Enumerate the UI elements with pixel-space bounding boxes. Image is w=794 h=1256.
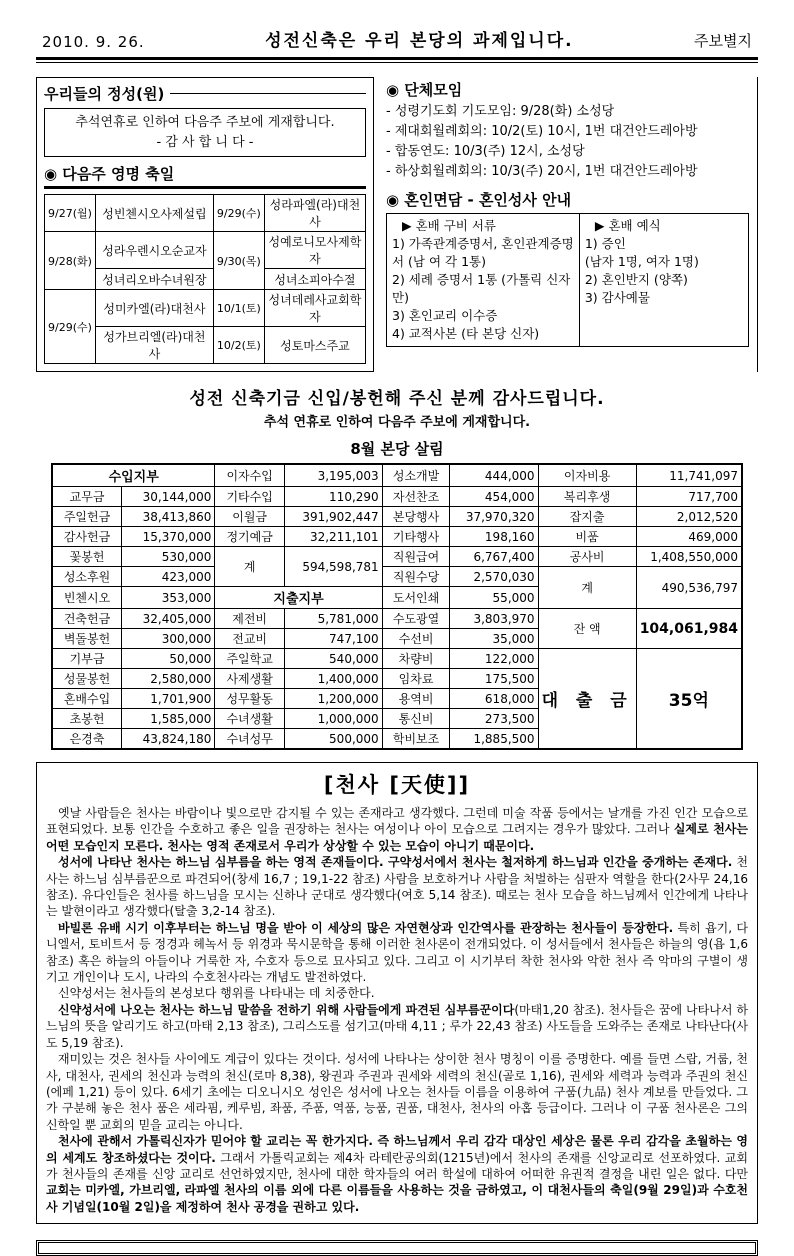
ledger-item-label: 복리후생 (538, 487, 636, 507)
feast-cell: 성녀리오바수녀원장 (95, 269, 213, 290)
ledger-item-label: 은경축 (52, 729, 122, 750)
feast-cell: 10/2(토) (213, 327, 264, 364)
ledger-item-value: 175,500 (450, 669, 538, 689)
ledger-item-value: 2,570,030 (450, 567, 538, 587)
article-body (46, 805, 748, 1215)
ledger-item-label: 성소개발 (382, 464, 450, 487)
ledger-item-value: 1,000,000 (284, 709, 382, 729)
article-paragraph: 천사에 관해서 가톨릭신자가 믿어야 할 교리는 꼭 한가지다. 즉 하느님께서 우리 감각 대상인 세상은 물론 우리 감각을 초월하는 영의 세계도 창조하셨다는 것이다. 그래서 가톨릭교회는 제4차 라테란공의회(1215년)에서 천사의 존재를 신앙교리로 선포하였다. 교회가 천사들의 존재를 신앙 교리로 선언하였지만, 천사에 대한 학자들의 여러 학설에 대하여 어떠한 유권적 결정을 내린 일은 없다. 다만 교회는 미카엘, 가브리엘, 라파엘 천사의 이름 외에 다른 이름들을 사용하는 것을 금하였고, 이 대천사들의 축일(9월 29일)과 수호천사 기념일(10월 2일)을 제정하여 천사 공경을 권하고 있다. (46, 1134, 748, 1214)
ledger-item-value: 353,000 (122, 587, 215, 609)
ledger-item-value: 11,741,097 (636, 464, 742, 487)
ledger-item-value: 32,211,101 (284, 527, 382, 547)
marriage-docs-list (392, 235, 574, 344)
feast-cell: 9/27(월) (45, 195, 96, 232)
ledger-item-value: 1,200,000 (284, 689, 382, 709)
marriage-docs-col (387, 214, 580, 347)
article-paragraph: 신약성서에 나오는 천사는 하느님 말씀을 전하기 위해 사람들에게 파견된 심부름꾼이다(마태1,20 참조). 천사들은 꿈에 나타나서 하느님의 뜻을 알리기도 하고(마태 2,13 참조), 그리스도를 섬기고(마태 4,11 ; 루가 22,43 참조) 사도들을 도와주는 존재로 나타난다(사도 5,19 참조). (46, 1002, 748, 1050)
ledger-item-label: 빈첸시오 (52, 587, 122, 609)
ledger-item-value: 50,000 (122, 649, 215, 669)
ledger-table (51, 463, 743, 750)
ledger-item-label: 계 (215, 547, 285, 587)
feast-cell: 성가브리엘(라)대천사 (95, 327, 213, 364)
ledger-item-label: 수선비 (382, 629, 450, 649)
ledger-item-value: 747,100 (284, 629, 382, 649)
ledger-item-label: 지출지부 (215, 587, 382, 609)
header-slogan: 성전신축은 우리 본당의 과제입니다. (265, 31, 574, 51)
ledger-item-value: 6,767,400 (450, 547, 538, 567)
marriage-heading: ◉ 혼인면담 - 혼인성사 안내 (386, 190, 572, 209)
ledger-item-label: 기부금 (52, 649, 122, 669)
ledger-item-value: 300,000 (122, 629, 215, 649)
header-page-label: 주보별지 (694, 32, 752, 50)
ledger-item-label: 기타행사 (382, 527, 450, 547)
thanks-line1: 성전 신축기금 신입/봉헌해 주신 분께 감사드립니다. (189, 389, 605, 409)
ledger-item-label: 주일헌금 (52, 507, 122, 527)
ledger-item-value: 2,580,000 (122, 669, 215, 689)
thanks-line2: 추석 연휴로 인하여 다음주 주보에 게재합니다. (263, 415, 531, 430)
ledger-item-value: 391,902,447 (284, 507, 382, 527)
ledger-item-value: 423,000 (122, 567, 215, 587)
bottom-empty-box (36, 1240, 758, 1256)
marriage-rite-item: (남자 1명, 여자 1명) (584, 253, 699, 269)
marriage-rite-item: 2) 혼인반지 (양쪽) (584, 271, 688, 287)
ledger-item-label: 도서인쇄 (382, 587, 450, 609)
ledger-item-value: 3,195,003 (284, 464, 382, 487)
ledger-item-value: 110,290 (284, 487, 382, 507)
ledger-item-value: 43,824,180 (122, 729, 215, 750)
ledger-item-label: 이월금 (215, 507, 285, 527)
ledger-item-value: 5,781,000 (284, 609, 382, 629)
ledger-item-label: 대 출 금 (538, 649, 636, 750)
feast-cell: 9/28(화) (45, 232, 96, 290)
marriage-doc-item: 4) 교적사본 (타 본당 신자) (392, 326, 540, 342)
marriage-rite-list (585, 235, 743, 308)
ledger-item-value: 454,000 (450, 487, 538, 507)
ledger-item-label: 수입지부 (52, 464, 215, 487)
ledger-item-label: 비품 (538, 527, 636, 547)
ledger-item-value: 273,500 (450, 709, 538, 729)
ledger-item-label: 전교비 (215, 629, 285, 649)
ledger-item-label: 직원수당 (382, 567, 450, 587)
ledger-item-value: 444,000 (450, 464, 538, 487)
meeting-item: - 합동연도: 10/3(주) 12시, 소성당 (386, 144, 585, 160)
ledger-item-label: 이자수입 (215, 464, 285, 487)
ledger-item-value: 530,000 (122, 547, 215, 567)
offerings-message-line2: - 감 사 합 니 다 - (156, 134, 254, 150)
ledger-item-label: 본당행사 (382, 507, 450, 527)
ledger-item-label: 임차료 (382, 669, 450, 689)
marriage-rite-item: 1) 증인 (584, 235, 626, 251)
thanks-block (36, 384, 758, 430)
feast-cell: 9/29(수) (213, 195, 264, 232)
ledger-item-value: 469,000 (636, 527, 742, 547)
ledger-item-value: 122,000 (450, 649, 538, 669)
ledger-item-label: 직원급여 (382, 547, 450, 567)
article-paragraph: 성서에 나타난 천사는 하느님 심부름을 하는 영적 존재들이다. 구약성서에서 천사는 철저하게 하느님과 인간을 중개하는 존재다. 천사는 하느님 심부름꾼으로 파견되어(창세 16,7 ; 19,1-22 참조) 사람을 보호하거나 사람을 처벌하는 심판자 역할을 한다(2사무 24,16 참조). 유다인들은 천사를 하느님을 모시는 신하나 군대로 생각했다(여호 5,14 참조). 때로는 천사 모습을 하느님께서 인간에게 나타나는 발현이라고 생각했다(탈출 3,2-14 참조). (46, 855, 748, 919)
header-rule-thin (36, 62, 758, 63)
ledger-item-label: 용역비 (382, 689, 450, 709)
ledger-item-label: 교무금 (52, 487, 122, 507)
ledger-item-value: 32,405,000 (122, 609, 215, 629)
ledger-item-value: 30,144,000 (122, 487, 215, 507)
ledger-item-label: 통신비 (382, 709, 450, 729)
ledger-item-value: 618,000 (450, 689, 538, 709)
ledger-item-value: 594,598,781 (284, 547, 382, 587)
marriage-info-box (386, 213, 749, 348)
ledger-item-label: 성소후원 (52, 567, 122, 587)
feast-heading: ◉ 다음주 영명 축일 (44, 163, 366, 189)
ledger-item-value: 717,700 (636, 487, 742, 507)
ledger-item-label: 잔 액 (538, 609, 636, 649)
marriage-docs-title: ▶ 혼배 구비 서류 (402, 217, 496, 233)
meetings-list (386, 102, 749, 183)
ledger-item-label: 자선찬조 (382, 487, 450, 507)
ledger-item-label: 수녀생활 (215, 709, 285, 729)
feast-cell: 성토마스주교 (264, 327, 365, 364)
feast-cell: 성라우렌시오순교자 (95, 232, 213, 269)
header-date: 2010. 9. 26. (42, 33, 145, 51)
feast-cell: 성라파엘(라)대천사 (264, 195, 365, 232)
ledger-item-label: 성물봉헌 (52, 669, 122, 689)
ledger-item-value: 1,408,550,000 (636, 547, 742, 567)
ledger-item-value: 35,000 (450, 629, 538, 649)
feast-cell: 9/30(목) (213, 232, 264, 290)
ledger-item-label: 꽃봉헌 (52, 547, 122, 567)
ledger-item-label: 차량비 (382, 649, 450, 669)
ledger-item-value: 198,160 (450, 527, 538, 547)
ledger-item-value: 15,370,000 (122, 527, 215, 547)
article-paragraph: 옛날 사람들은 천사는 바람이나 빛으로만 감지될 수 있는 존재라고 생각했다. 그런데 미술 작품 등에서는 날개를 가진 인간 모습으로 표현되었다. 보통 인간을 수호하고 좋은 일을 권장하는 천사는 여성이나 아이 모습으로 그려지는 경우가 많았다. 그러나 실제로 천사는 어떤 모습인지 모른다. 천사는 영적 존재로서 우리가 상상할 수 있는 모습이 아니기 때문이다. (46, 806, 748, 853)
ledger-item-label: 잡지출 (538, 507, 636, 527)
ledger-item-label: 주일학교 (215, 649, 285, 669)
ledger-item-value: 1,701,900 (122, 689, 215, 709)
ledger-item-label: 제전비 (215, 609, 285, 629)
offerings-message (44, 108, 366, 157)
feast-cell: 성미카엘(라)대천사 (95, 290, 213, 327)
ledger-item-label: 사제생활 (215, 669, 285, 689)
article-title: [천사 [天使]] (323, 773, 471, 797)
feast-cell: 성녀데레사교회학자 (264, 290, 365, 327)
article-paragraph: 신약성서는 천사들의 본성보다 행위를 나타내는 데 치중한다. (58, 986, 375, 1001)
offerings-title-rule (170, 93, 366, 94)
ledger-item-label: 35억 (636, 649, 742, 750)
ledger-item-label: 기타수입 (215, 487, 285, 507)
feast-cell: 성빈첸시오사제설립 (95, 195, 213, 232)
meetings-and-marriage-col (384, 77, 758, 372)
ledger-item-label: 정기예금 (215, 527, 285, 547)
ledger-item-label: 건축헌금 (52, 609, 122, 629)
page-header (36, 26, 758, 63)
ledger-item-value: 1,885,500 (450, 729, 538, 750)
marriage-doc-item: 1) 가족관계증명서, 혼인관계증명서 (남 여 각 1통) (392, 235, 574, 269)
ledger-item-label: 감사헌금 (52, 527, 122, 547)
meetings-heading: ◉ 단체모임 (386, 81, 463, 99)
marriage-rite-item: 3) 감사예물 (584, 290, 650, 306)
ledger-item-label: 벽돌봉헌 (52, 629, 122, 649)
ledger-item-label: 이자비용 (538, 464, 636, 487)
ledger-item-label: 성무활동 (215, 689, 285, 709)
meeting-item: - 제대회월례회의: 10/2(토) 10시, 1번 대건안드레아방 (386, 124, 698, 140)
ledger-item-label: 공사비 (538, 547, 636, 567)
feast-cell: 10/1(토) (213, 290, 264, 327)
ledger-item-label: 초봉헌 (52, 709, 122, 729)
article-paragraph: 바빌론 유배 시기 이후부터는 하느님 명을 받아 이 세상의 많은 자연현상과 인간역사를 관장하는 천사들이 등장한다. 특히 욥기, 다니엘서, 토비트서 등 정경과 헤녹서 등 위경과 묵시문학을 통해 이러한 천사론이 전개되었다. 이 성서들에서 천사들은 하늘의 영(욥 1,6 참조) 혹은 하늘의 아들이나 거룩한 자, 수호자 등으로 묘사되고 있다. 그리고 이 시기부터 착한 천사와 악한 천사 즉 악마의 구별이 생기고 개인이나 도시, 나라의 수호천사라는 개념도 발전하였다. (46, 920, 749, 985)
ledger-title: 8월 본당 살림 (350, 440, 444, 458)
ledger-item-value: 500,000 (284, 729, 382, 750)
ledger-item-label: 104,061,984 (636, 609, 742, 649)
ledger-item-label: 계 (538, 567, 636, 609)
offerings-title: 우리들의 정성(원) (44, 85, 165, 103)
ledger-item-value: 3,803,970 (450, 609, 538, 629)
marriage-rite-col (580, 214, 748, 347)
ledger-item-label: 수녀성무 (215, 729, 285, 750)
ledger-item-label: 학비보조 (382, 729, 450, 750)
article-paragraph: 재미있는 것은 천사들 사이에도 계급이 있다는 것이다. 성서에 나타나는 상이한 천사 명칭이 이를 증명한다. 예를 들면 스랍, 거룹, 천사, 대천사, 권세의 천신과 능력의 천신(로마 8,38), 왕권과 주권과 권세와 세력의 천신(골로 1,16), 권세와 세력과 능력과 주권의 천신(에페 1,21) 등이 있다. 6세기 초에는 디오니시오 성인은 성서에 나오는 천사들 이름을 이용하여 구품(九品) 천사 계보를 만들었다. 그가 구분해 놓은 천사 품은 세라핌, 케루빔, 좌품, 주품, 역품, 능품, 권품, 대천사, 천사의 아홉 등급이다. 그러나 이 구품 천사론은 그의 신학일 뿐 교회의 믿을 교리는 아니다. (46, 1052, 748, 1132)
ledger-item-value: 490,536,797 (636, 567, 742, 609)
feast-cell: 성녀소피아수절 (264, 269, 365, 290)
ledger-item-label: 혼배수입 (52, 689, 122, 709)
feast-cell: 9/29(수) (45, 290, 96, 364)
ledger-item-value: 37,970,320 (450, 507, 538, 527)
ledger-item-value: 1,585,000 (122, 709, 215, 729)
ledger-item-value: 55,000 (450, 587, 538, 609)
meeting-item: - 성령기도회 기도모임: 9/28(화) 소성당 (386, 104, 615, 119)
article-box (36, 762, 758, 1224)
feast-table (44, 194, 366, 364)
ledger-item-label: 수도광열 (382, 609, 450, 629)
ledger-item-value: 38,413,860 (122, 507, 215, 527)
ledger-item-value: 2,012,520 (636, 507, 742, 527)
offerings-message-line1: 추석연휴로 인하여 다음주 주보에 게재합니다. (75, 115, 335, 130)
header-rule-thick (36, 57, 758, 60)
meeting-item: - 하상회월례회의: 10/3(주) 20시, 1번 대건안드레아방 (386, 164, 698, 180)
ledger-item-value: 1,400,000 (284, 669, 382, 689)
ledger-item-value: 540,000 (284, 649, 382, 669)
marriage-doc-item: 2) 세례 증명서 1통 (가톨릭 신자만) (392, 271, 571, 306)
offerings-and-feast-box (36, 77, 374, 372)
marriage-rite-title: ▶ 혼배 예식 (594, 217, 661, 233)
feast-cell: 성예로니모사제학자 (264, 232, 365, 269)
marriage-doc-item: 3) 혼인교리 이수증 (392, 308, 498, 324)
